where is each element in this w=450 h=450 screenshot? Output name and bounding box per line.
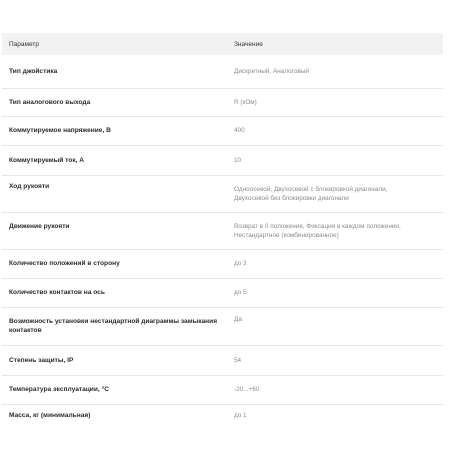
spec-table <box>2 33 443 426</box>
row-param: Тип аналогового выхода <box>2 88 230 116</box>
row-value: R (кОм) <box>230 88 443 116</box>
table-row <box>2 116 443 145</box>
row-param: Коммутируемый ток, А <box>2 145 230 175</box>
table-row <box>2 145 443 175</box>
table-row <box>2 307 443 345</box>
row-value: 400 <box>230 116 443 145</box>
table-row <box>2 278 443 307</box>
row-param: Возможность установки нестандартной диаграммы замыкания контактов <box>2 307 230 345</box>
row-value: -20...+60 <box>230 375 443 404</box>
table-row <box>2 212 443 249</box>
row-value: Да <box>230 307 443 345</box>
row-param: Масса, кг (минимальная) <box>9 411 91 419</box>
row-param: Количество положений в сторону <box>2 249 230 278</box>
table-row <box>2 88 443 116</box>
table-row <box>2 404 443 426</box>
table-row <box>2 249 443 278</box>
row-value: Дискретный, Аналоговый <box>230 55 443 88</box>
row-param: Степень защиты, IP <box>2 345 230 375</box>
table-row <box>2 175 443 212</box>
header-param: Параметр <box>2 33 230 55</box>
row-value: до 5 <box>230 278 443 307</box>
row-param: Температура эксплуатации, °С <box>2 375 230 404</box>
row-value: 54 <box>230 345 443 375</box>
row-value: 10 <box>230 145 443 175</box>
row-value: до 1 <box>234 411 247 419</box>
table-header-row <box>2 33 443 55</box>
header-value: Значение <box>230 33 443 55</box>
table-row <box>2 345 443 375</box>
row-param: Коммутируемое напряжение, В <box>2 116 230 145</box>
row-param: Тип джойстика <box>2 55 230 88</box>
row-value: Одноосевой, Двухосевой с блокировкой диагонали, Двухосевой без блокировки диагонали <box>230 175 443 212</box>
row-value: Возврат в 0 положение, Фиксация в каждом положении, Нестандартное (комбинированное) <box>230 212 443 249</box>
row-param: Движение рукояти <box>2 212 230 249</box>
row-value: до 3 <box>230 249 443 278</box>
row-param: Ход рукояти <box>2 175 230 212</box>
row-param: Количество контактов на ось <box>2 278 230 307</box>
table-row <box>2 55 443 88</box>
table-row <box>2 375 443 404</box>
